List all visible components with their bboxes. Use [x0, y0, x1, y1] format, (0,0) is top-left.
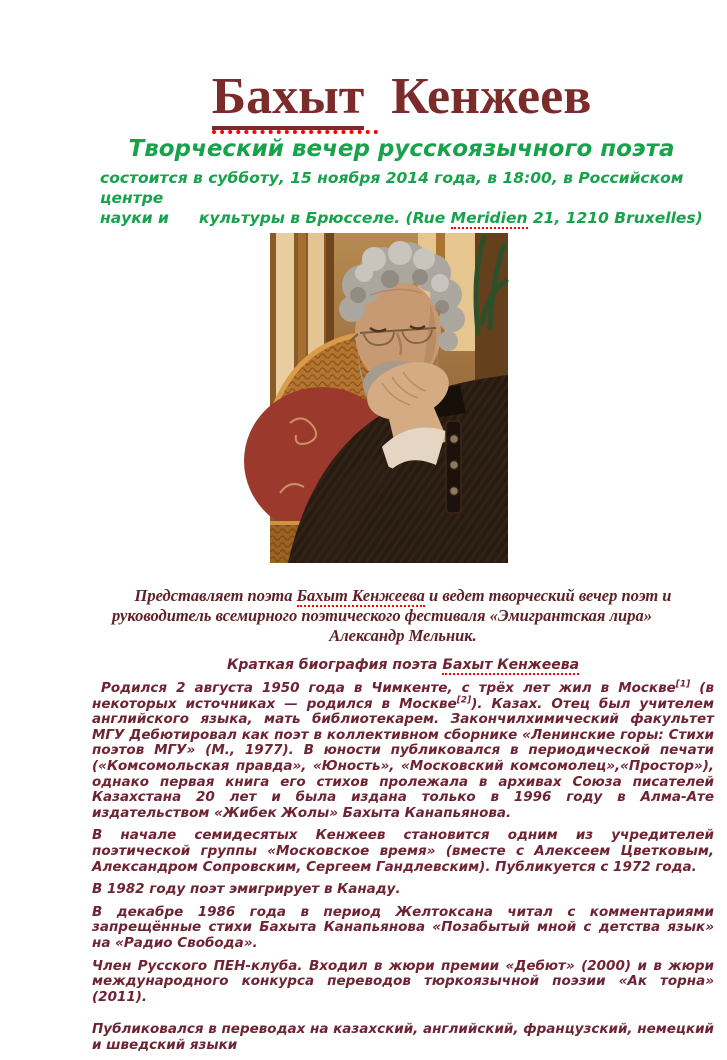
event-date-address: [88, 168, 715, 228]
date-line-2a: науки и: [100, 209, 169, 228]
bio-paragraph-5: Член Русского ПЕН-клуба. Входил в жюри премии «Дебют» (2000) и в жюри международного конкурса переводов тюркоязычной поэзии «Ак торна» (2011).: [92, 957, 714, 1005]
poet-photo: [270, 233, 508, 563]
footnote-ref-2: [2]: [456, 695, 472, 706]
presenter-part2: и ведет творческий вечер поэт и руководитель всемирного поэтического фестиваля «Эмигрантская лира»: [112, 586, 672, 625]
page-title: [88, 70, 715, 123]
bio-paragraph-4: В декабре 1986 года в период Желтоксана читал с комментариями запрещённые стихи Бахыта Канапьянова «Позабытый мной с детства язык» на «Радио Свобода».: [92, 903, 714, 951]
title-word-first: Бахыт: [212, 68, 365, 130]
bio-paragraph-6: Публиковался в переводах на казахский, английский, французский, немецкий и шведский языки: [92, 1021, 715, 1053]
presenter-part1: Представляет поэта: [134, 586, 297, 605]
date-line-1: состоится в субботу, 15 ноября 2014 года, в 18:00, в Российском центре: [100, 169, 684, 208]
event-subtitle: Творческий вечер русскоязычного поэта: [128, 136, 675, 163]
bio-paragraph-3: В 1982 году поэт эмигрирует в Канаду.: [92, 881, 401, 898]
footnote-ref-1: [1]: [675, 679, 691, 690]
shirt-buttons: [446, 421, 461, 513]
title-word-rest: Кенжеев: [391, 68, 592, 125]
bio-p1-text: ). Казах. Отец был учителем английского языка, мать библиотекарем. Закончилхимический факультет МГУ Дебютировал как поэт в коллективном сборнике «Ленинские горы: Стихи поэтов МГУ» (М., 1977). В юности публиковался в периодической печати («Комсомольская правда», «Юность», «Московский комсомолец»,«Простор»), однако первая книга его стихов пролежала в архивах Союза писателей Казахстана 20 лет и была издана только в 1996 году в Алма-Ате издательством «Жибек Жолы» Бахыта Канапьянова.: [92, 695, 715, 821]
bio-paragraph-2: В начале семидесятых Кенжеев становится одним из учредителей поэтической группы «Московское время» (вместе с Алексеем Цветковым, Александром Сопровским, Сергеем Гандлевским). Публикуется с 1972 года.: [92, 827, 714, 875]
bio-heading-poet-name: Бахыт Кенжеева: [442, 657, 580, 673]
bio-p1-text: Родился 2 августа 1950 года в Чимкенте, с трёх лет жил в Москве: [101, 680, 676, 696]
street-name-meridien: Meridien: [450, 209, 528, 228]
date-line-2c: 21, 1210 Bruxelles): [527, 209, 703, 228]
header: [88, 70, 715, 228]
presenter-name: Александр Мельник.: [329, 626, 477, 645]
main-text: [92, 586, 714, 1060]
poet-portrait-illustration: [270, 233, 508, 563]
bio-p1-text: (в некоторых источниках — родился в Москве: [92, 680, 715, 712]
biography: [92, 681, 714, 1053]
bio-heading-text: Краткая биография поэта: [226, 657, 443, 673]
presenter-line: [92, 586, 714, 646]
bio-heading: [92, 657, 714, 673]
bio-paragraph-1: [92, 681, 714, 821]
poet-name: Бахыт Кенжеева: [296, 586, 425, 605]
date-line-2b: культуры в Брюсселе. (Rue: [198, 209, 451, 228]
